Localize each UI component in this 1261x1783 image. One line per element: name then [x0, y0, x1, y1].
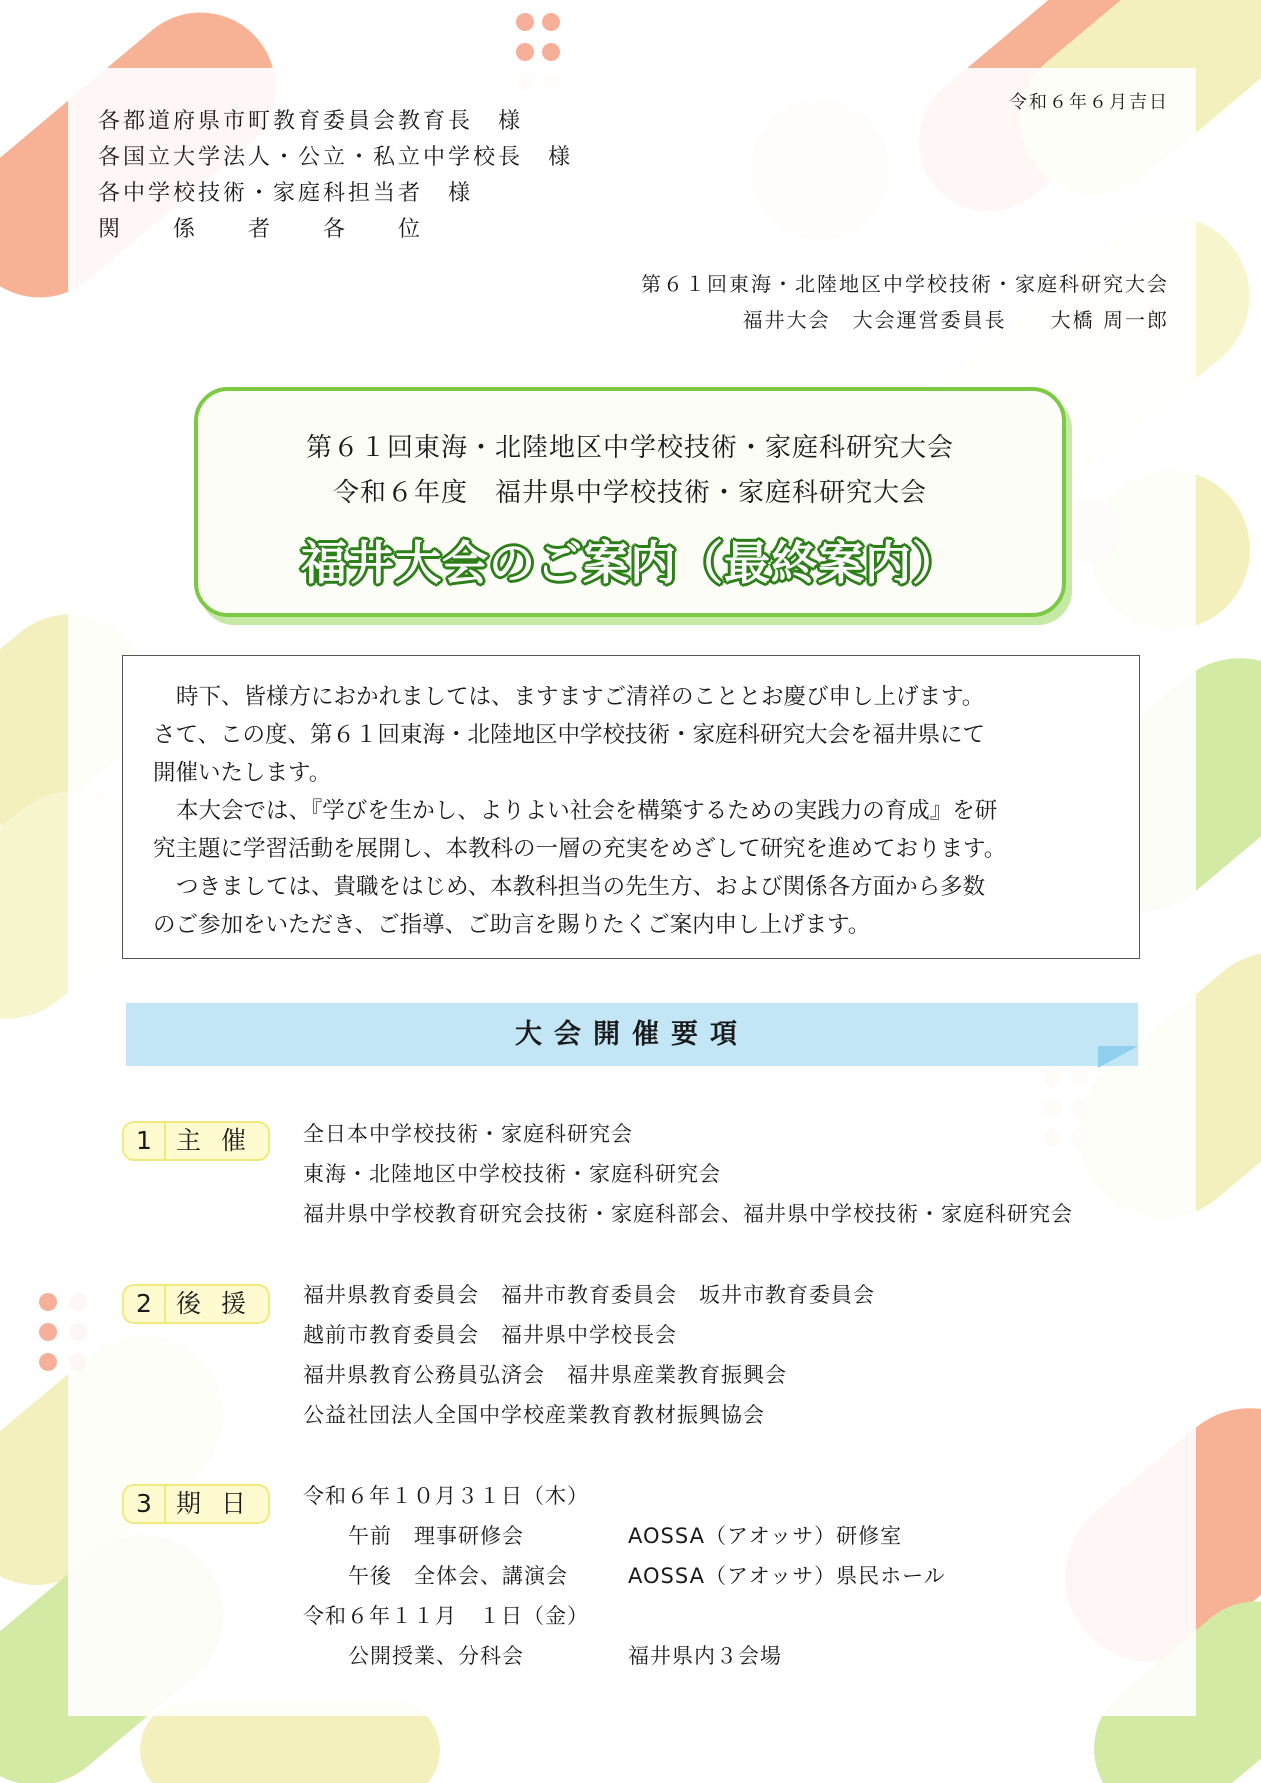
- day1-am-place: AOSSA（アオッサ）研修室: [628, 1524, 903, 1548]
- day1-am-event: 午前 理事研修会: [348, 1524, 524, 1548]
- intro-line: 時下、皆様方におかれましては、ますますご清祥のこととお慶び申し上げます。: [176, 684, 985, 710]
- intro-line: 本大会では、『学びを生かし、よりよい社会を構築するための実践力の育成』を研: [176, 798, 998, 824]
- intro-box: [122, 655, 1140, 959]
- support-line: 越前市教育委員会 福井県中学校長会: [303, 1323, 677, 1347]
- label-number: 2: [124, 1286, 166, 1322]
- intro-line: のご参加をいただき、ご指導、ご助言を賜りたくご案内申し上げます。: [153, 912, 871, 938]
- host-line: 福井県中学校教育研究会技術・家庭科部会、福井県中学校技術・家庭科研究会: [303, 1202, 1073, 1226]
- title-box: [194, 387, 1066, 617]
- label-text: 期日: [176, 1489, 267, 1518]
- addressee-list: [98, 104, 573, 248]
- date-day2: 令和６年１１月 １日（金）: [303, 1604, 589, 1628]
- support-line: 福井県教育委員会 福井市教育委員会 坂井市教育委員会: [303, 1283, 875, 1307]
- sender-line: 福井大会 大会運営委員長 大橋 周一郎: [742, 308, 1169, 332]
- day2-event: 公開授業、分科会: [348, 1644, 524, 1668]
- label-text: 後援: [176, 1289, 267, 1318]
- host-line: 東海・北陸地区中学校技術・家庭科研究会: [303, 1162, 721, 1186]
- label-host: [122, 1121, 270, 1161]
- day1-pm-place: AOSSA（アオッサ）県民ホール: [628, 1564, 946, 1588]
- addressee-line: 各都道府県市町教育委員会教育長 様: [98, 109, 524, 134]
- date-day1: 令和６年１０月３１日（木）: [303, 1484, 589, 1508]
- intro-line: つきましては、貴職をはじめ、本教科担当の先生方、および関係各方面から多数: [176, 874, 986, 900]
- sender-line: 第６１回東海・北陸地区中学校技術・家庭科研究大会: [641, 272, 1169, 296]
- intro-line: 究主題に学習活動を展開し、本教科の一層の充実をめざして研究を進めております。: [153, 836, 1007, 862]
- day1-pm-event: 午後 全体会、講演会: [348, 1564, 568, 1588]
- support-line: 福井県教育公務員弘済会 福井県産業教育振興会: [303, 1363, 787, 1387]
- label-dates: [122, 1484, 270, 1524]
- addressee-line: 各国立大学法人・公立・私立中学校長 様: [98, 145, 574, 170]
- label-number: 1: [124, 1123, 166, 1159]
- section-title: 大会開催要項: [515, 1019, 749, 1050]
- issue-date: 令和６年６月吉日: [1009, 92, 1169, 113]
- support-line: 公益社団法人全国中学校産業教育教材振興協会: [303, 1403, 765, 1427]
- day2-place: 福井県内３会場: [628, 1644, 782, 1668]
- label-text: 主催: [176, 1126, 267, 1155]
- host-line: 全日本中学校技術・家庭科研究会: [303, 1122, 633, 1146]
- page-title: 福井大会のご案内（最終案内）: [301, 536, 959, 590]
- label-support: [122, 1284, 270, 1324]
- event-name: 第６１回東海・北陸地区中学校技術・家庭科研究大会: [305, 433, 954, 463]
- label-number: 3: [124, 1486, 166, 1522]
- addressee-line: 関 係 者 各 位: [98, 217, 424, 242]
- sender-block: [641, 266, 1169, 338]
- intro-line: さて、この度、第６１回東海・北陸地区中学校技術・家庭科研究大会を福井県にて: [153, 722, 986, 748]
- intro-line: 開催いたします。: [153, 760, 332, 786]
- addressee-line: 各中学校技術・家庭科担当者 様: [98, 181, 474, 206]
- event-subname: 令和６年度 福井県中学校技術・家庭科研究大会: [332, 478, 927, 508]
